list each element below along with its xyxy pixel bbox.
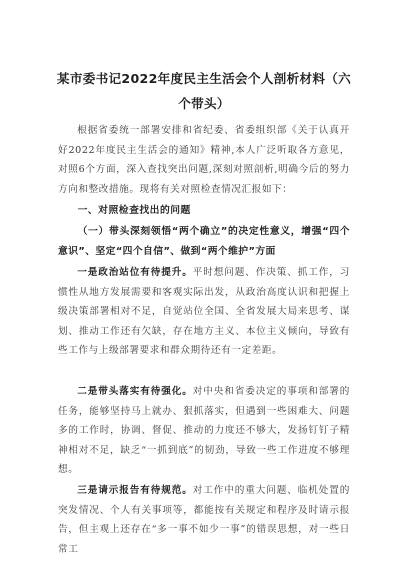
point-2-lead: 二是带头落实有待强化。 — [77, 386, 193, 397]
section-heading-1: 一、对照检查找出的问题 — [77, 205, 191, 216]
point-2-text: 对中央和省委决定的事项和部署的任务，能够坚持马上就办、狠抓落实，但遇到一些困难大、问题多的工作时，协调、督促、推动的力度还不够大，发扬钉钉子精神相对不足，缺乏“一抓到底”的韧劲，导致一些工作进度不够理想。 — [58, 386, 351, 476]
point-3-lead: 三是请示报告有待规范。 — [77, 485, 193, 496]
point-3-paragraph — [58, 481, 350, 559]
point-3-text: 对工作中的重大问题、临机处置的突发情况、个人有关事项等，都能按有关规定和程序及时请示报告，但主观上还存在“多一事不如少一事”的错误思想，对一些日常工 — [58, 485, 351, 555]
intro-paragraph: 根据省委统一部署安排和省纪委、省委组织部《关于认真开好2022年度民主生活会的通知》精神,本人广泛听取各方意见，对照6个方面，深入查找突出问题,深刻对照剖析,明确今后的努力方向和整改措施。现将有关对照检查情况汇报如下： — [58, 125, 350, 195]
point-1-text: 平时想问题、作决策、抓工作，习惯性从地方发展需要和客观实际出发，从政治高度认识和把握上级决策部署相对不足，自觉站位全国、全省发展大局来思考、谋划、推动工作还有欠缺，存在地方主义、本位主义倾向，导致有些工作与上级部署要求和群众期待还有一定差距。 — [58, 267, 351, 357]
subsection-heading-1: （一）带头深刻领悟“两个确立”的决定性意义，增强“四个意识”、坚定“四个自信”、做到“两个维护”方面 — [58, 226, 350, 257]
point-1-paragraph — [58, 263, 350, 361]
point-2-paragraph — [58, 382, 350, 480]
document-title: 某市委书记2022年度民主生活会个人剖析材料（六个带头） — [56, 71, 352, 111]
point-1-lead: 一是政治站位有待提升。 — [77, 267, 193, 278]
